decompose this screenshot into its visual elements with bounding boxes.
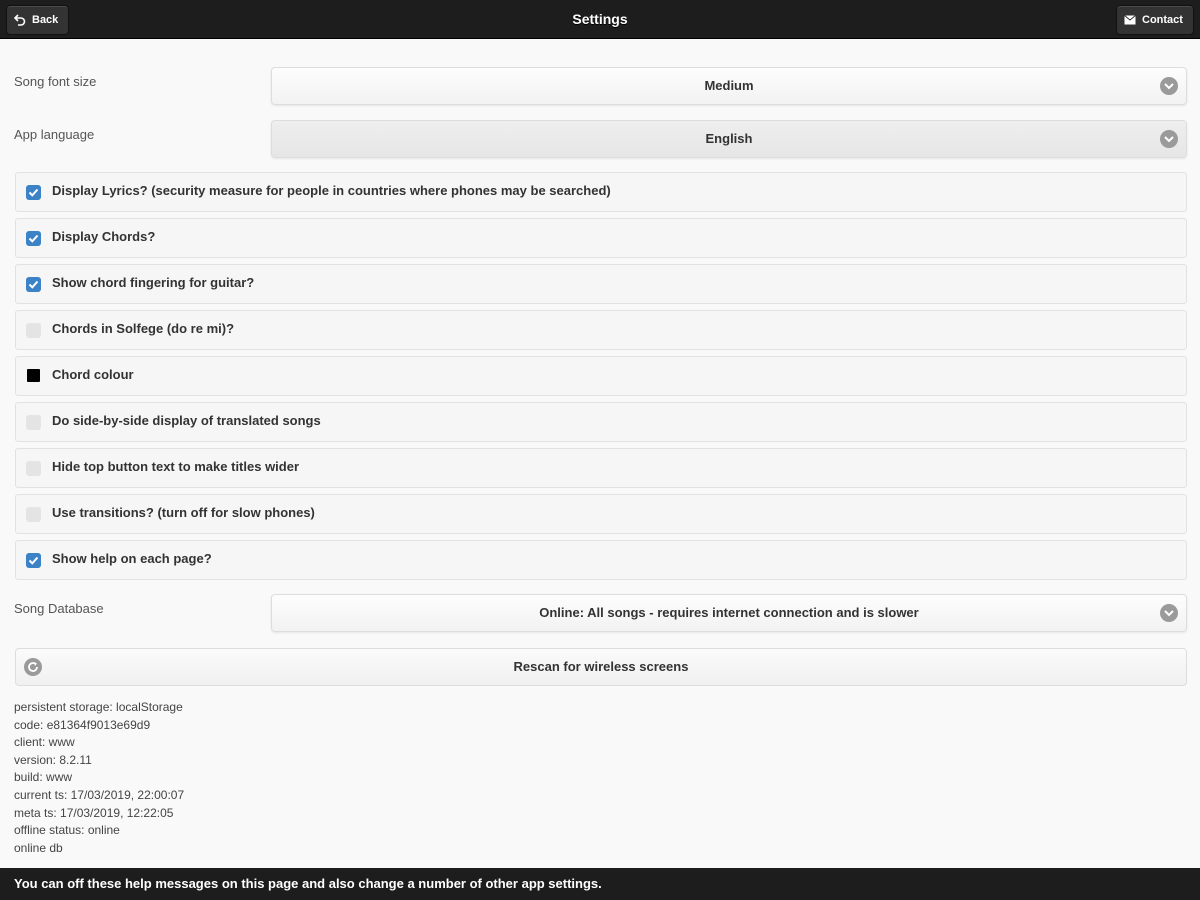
- chevron-down-icon: [1160, 604, 1178, 622]
- checkbox-transitions[interactable]: [15, 494, 1187, 534]
- checkbox-hide-button-text[interactable]: [15, 448, 1187, 488]
- chord-colour-row[interactable]: [15, 356, 1187, 396]
- language-value: English: [705, 131, 753, 146]
- checkbox-chord-fingering[interactable]: [15, 264, 1187, 304]
- language-label: App language: [14, 127, 95, 142]
- checkbox-unchecked-icon[interactable]: [26, 461, 41, 476]
- info-line: meta ts: 17/03/2019, 12:22:05: [14, 805, 174, 820]
- checkbox-checked-icon[interactable]: [26, 553, 41, 568]
- checkbox-label: Show chord fingering for guitar?: [52, 275, 255, 290]
- info-line: client: www: [14, 735, 75, 750]
- font-size-select[interactable]: [271, 67, 1187, 105]
- checkbox-display-lyrics[interactable]: [15, 172, 1187, 212]
- checkbox-show-help[interactable]: [15, 540, 1187, 580]
- contact-button[interactable]: [1116, 5, 1194, 35]
- checkbox-checked-icon[interactable]: [26, 185, 41, 200]
- checkbox-chords-solfege[interactable]: [15, 310, 1187, 350]
- checkbox-label: Hide top button text to make titles wider: [52, 459, 300, 474]
- checkbox-label: Chords in Solfege (do re mi)?: [52, 321, 235, 336]
- back-button-label: Back: [32, 14, 59, 26]
- rescan-label: Rescan for wireless screens: [513, 659, 689, 674]
- info-line: build: www: [14, 770, 73, 785]
- database-select[interactable]: [271, 594, 1187, 632]
- database-value: Online: All songs - requires internet connection and is slower: [539, 605, 919, 620]
- font-size-label: Song font size: [14, 74, 97, 89]
- info-line: version: 8.2.11: [14, 752, 92, 767]
- checkbox-unchecked-icon[interactable]: [26, 323, 41, 338]
- info-line: code: e81364f9013e69d9: [14, 717, 151, 732]
- page-title: Settings: [572, 11, 628, 27]
- chevron-down-icon: [1160, 130, 1178, 148]
- checkbox-label: Display Chords?: [52, 229, 156, 244]
- checkbox-checked-icon[interactable]: [26, 231, 41, 246]
- checkbox-label: Show help on each page?: [52, 551, 212, 566]
- checkbox-side-by-side[interactable]: [15, 402, 1187, 442]
- header-bar: [0, 0, 1200, 39]
- info-line: online db: [14, 840, 63, 855]
- envelope-icon: [1123, 13, 1137, 27]
- debug-info: [14, 699, 184, 857]
- language-select[interactable]: [271, 120, 1187, 158]
- checkbox-label: Use transitions? (turn off for slow phones): [52, 505, 315, 520]
- database-label: Song Database: [14, 601, 104, 616]
- checkbox-display-chords[interactable]: [15, 218, 1187, 258]
- checkbox-unchecked-icon[interactable]: [26, 415, 41, 430]
- help-footer: [0, 868, 1200, 900]
- chevron-down-icon: [1160, 77, 1178, 95]
- checkbox-label: Do side-by-side display of translated songs: [52, 413, 321, 428]
- contact-button-label: Contact: [1142, 14, 1183, 26]
- rescan-button[interactable]: [15, 648, 1187, 686]
- help-text: You can off these help messages on this page and also change a number of other app settings.: [14, 876, 602, 891]
- refresh-icon: [24, 658, 42, 676]
- font-size-value: Medium: [704, 78, 754, 93]
- checkbox-label: Chord colour: [52, 367, 134, 382]
- color-swatch[interactable]: [27, 369, 40, 382]
- info-line: persistent storage: localStorage: [14, 700, 183, 714]
- checkbox-label: Display Lyrics? (security measure for people in countries where phones may be searched): [52, 183, 611, 198]
- checkbox-unchecked-icon[interactable]: [26, 507, 41, 522]
- info-line: offline status: online: [14, 823, 120, 838]
- info-line: current ts: 17/03/2019, 22:00:07: [14, 787, 185, 802]
- checkbox-checked-icon[interactable]: [26, 277, 41, 292]
